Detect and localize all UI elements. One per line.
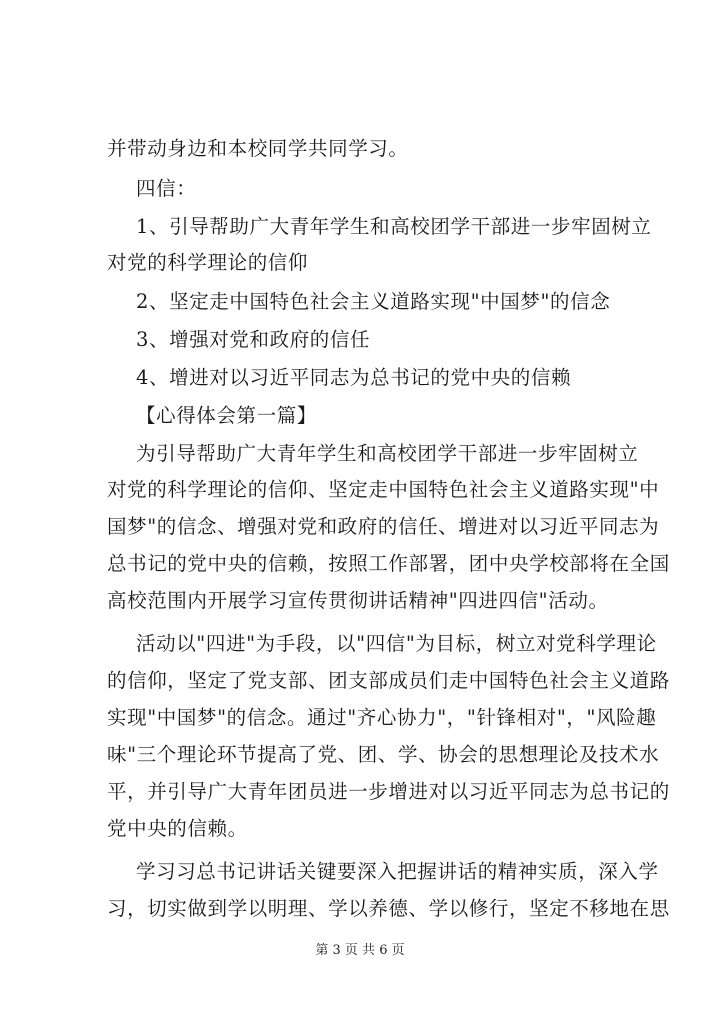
text-line: 国梦"的信念、增强对党和政府的信任、增进对以习近平同志为 <box>107 515 660 538</box>
section-heading: 【心得体会第一篇】 <box>136 404 317 427</box>
text-line: 并带动身边和本校同学共同学习。 <box>107 137 409 160</box>
text-line: 1、引导帮助广大青年学生和高校团学干部进一步牢固树立 <box>136 215 652 238</box>
text-line: 2、坚定走中国特色社会主义道路实现"中国梦"的信念 <box>136 290 611 313</box>
page-number-footer: 第 3 页 共 6 页 <box>315 943 405 958</box>
text-line: 总书记的党中央的信赖，按照工作部署，团中央学校部将在全国 <box>107 552 670 575</box>
text-line: 3、增强对党和政府的信任 <box>136 328 371 351</box>
text-line: 平，并引导广大青年团员进一步增进对以习近平同志为总书记的 <box>107 780 670 803</box>
text-line: 的信仰，坚定了党支部、团支部成员们走中国特色社会主义道路 <box>107 669 670 692</box>
text-line: 高校范围内开展学习宣传贯彻讲话精神"四进四信"活动。 <box>107 589 609 612</box>
text-line: 味"三个理论环节提高了党、团、学、协会的思想理论及技术水 <box>107 743 660 766</box>
text-line: 实现"中国梦"的信念。通过"齐心协力"，"针锋相对"，"风险趣 <box>107 706 657 729</box>
text-line: 四信： <box>136 177 197 200</box>
text-line: 4、增进对以习近平同志为总书记的党中央的信赖 <box>136 366 572 389</box>
text-line: 对党的科学理论的信仰 <box>107 251 309 274</box>
text-line: 对党的科学理论的信仰、坚定走中国特色社会主义道路实现"中 <box>107 478 660 501</box>
text-line: 党中央的信赖。 <box>107 817 248 840</box>
text-line: 学习习总书记讲话关键要深入把握讲话的精神实质，深入学 <box>136 860 659 883</box>
text-line: 习，切实做到学以明理、学以养德、学以修行，坚定不移地在思 <box>107 897 670 920</box>
text-line: 活动以"四进"为手段，以"四信"为目标，树立对党科学理论 <box>136 632 657 655</box>
text-line: 为引导帮助广大青年学生和高校团学干部进一步牢固树立 <box>136 442 639 465</box>
